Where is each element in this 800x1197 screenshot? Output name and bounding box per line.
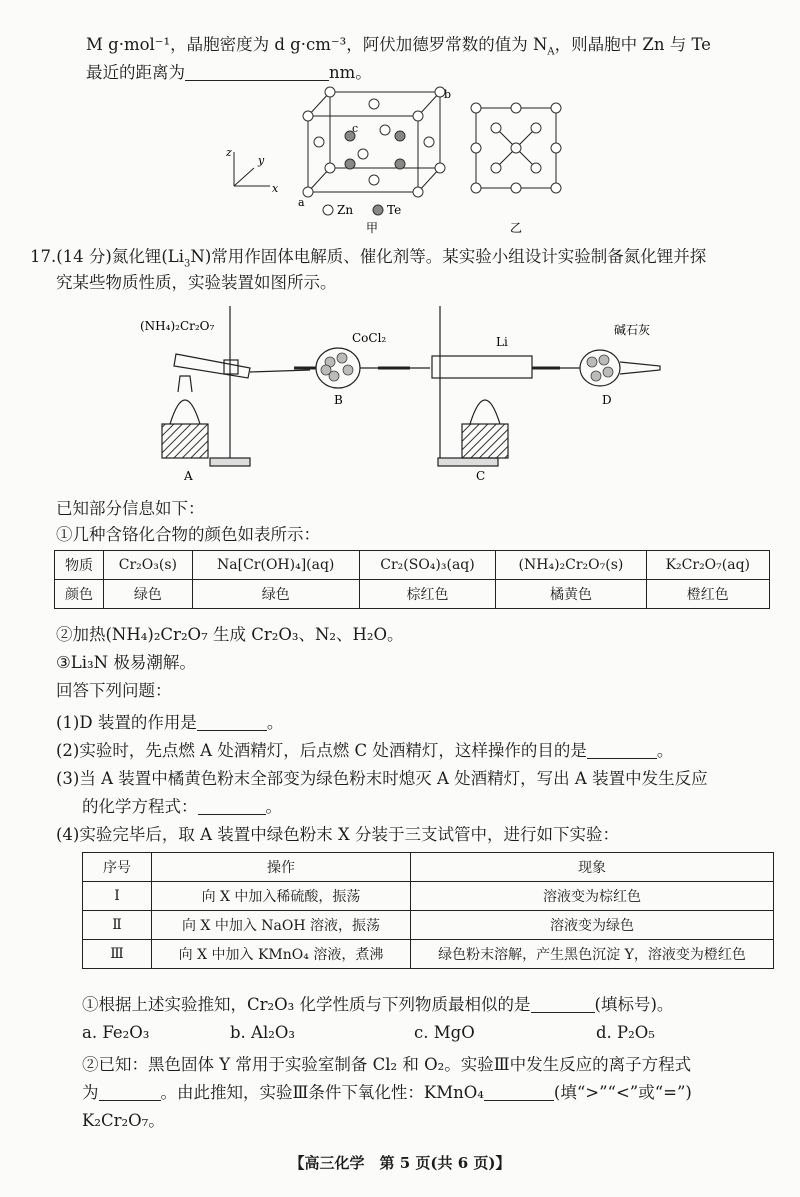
table-row <box>83 853 774 882</box>
atoms-jia <box>303 87 445 197</box>
table-row <box>55 580 770 609</box>
option-b[interactable]: b. Al₂O₃ <box>230 1023 296 1042</box>
intro-line-2: 最近的距离为 nm。 <box>86 63 372 82</box>
point-a-label: a <box>298 196 305 209</box>
page-footer: 【高三化学 第 5 页(共 6 页)】 <box>289 1154 511 1172</box>
point-b-label: b <box>444 88 452 101</box>
sub-question-2-line-2: 为 。由此推知，实验Ⅲ条件下氧化性：KMnO₄ (填“>”“<”或“=”) <box>82 1083 692 1102</box>
reagent-b-label: CoCl₂ <box>352 331 387 345</box>
table-cell: 棕红色 <box>359 580 496 609</box>
answer-blank-distance[interactable] <box>185 64 329 81</box>
table-cell: K₂Cr₂O₇(aq) <box>646 551 769 580</box>
point-c-label: c <box>352 122 359 135</box>
table-cell: 向 X 中加入稀硫酸，振荡 <box>152 882 411 911</box>
table-row <box>83 940 774 969</box>
soda-lime-beads <box>587 355 613 381</box>
answer-blank-q2[interactable] <box>587 742 657 759</box>
table-cell: Cr₂O₃(s) <box>104 551 193 580</box>
table-cell: 橘黄色 <box>496 580 646 609</box>
table-cell: 向 X 中加入 KMnO₄ 溶液，煮沸 <box>152 940 411 969</box>
table-row <box>55 551 770 580</box>
apparatus-diagram <box>140 296 670 486</box>
reagent-a-label: (NH₄)₂Cr₂O₇ <box>140 319 215 333</box>
table-cell: (NH₄)₂Cr₂O₇(s) <box>496 551 646 580</box>
table-cell: Cr₂(SO₄)₃(aq) <box>359 551 496 580</box>
answer-blank-q1[interactable] <box>197 714 267 731</box>
axis-icon <box>234 152 270 186</box>
table-cell: 溶液变为棕红色 <box>411 882 774 911</box>
info-item-2: ②加热(NH₄)₂Cr₂O₇ 生成 Cr₂O₃、N₂、H₂O。 <box>56 625 404 644</box>
question-1: (1)D 装置的作用是 。 <box>56 713 284 732</box>
row-head: 颜色 <box>55 580 104 609</box>
row-head: 物质 <box>55 551 104 580</box>
table-cell: Ⅲ <box>83 940 152 969</box>
axis-x-label: x <box>272 182 279 195</box>
question-number: 17. <box>30 247 57 266</box>
table-header: 操作 <box>152 853 411 882</box>
question-4: (4)实验完毕后，取 A 装置中绿色粉末 X 分装于三支试管中，进行如下实验： <box>56 825 620 844</box>
cocl2-beads <box>321 353 353 381</box>
axis-y-label: y <box>258 154 265 167</box>
question-score: (14 分) <box>56 247 112 266</box>
info-item-3: ③Li₃N 极易潮解。 <box>56 653 196 672</box>
table-cell: 溶液变为绿色 <box>411 911 774 940</box>
table-cell: Na[Cr(OH)₄](aq) <box>192 551 359 580</box>
question-3-line-2: 的化学方程式： 。 <box>82 797 282 816</box>
crystal-cell-figure <box>220 84 580 234</box>
sub-question-2-line-3: K₂Cr₂O₇。 <box>82 1111 165 1130</box>
reagent-d-label: 碱石灰 <box>614 323 651 337</box>
question-2: (2)实验时，先点燃 A 处酒精灯，后点燃 C 处酒精灯，这样操作的目的是 。 <box>56 741 674 760</box>
q17-title-line-2: 究某些物质性质，实验装置如图所示。 <box>56 273 337 292</box>
table-cell: Ⅱ <box>83 911 152 940</box>
answer-blank-sub-1[interactable] <box>531 996 595 1013</box>
apparatus-b-label: B <box>334 393 343 407</box>
experiment-table <box>82 852 774 969</box>
legend-zn: Zn <box>337 203 354 217</box>
table-cell: 绿色 <box>192 580 359 609</box>
axis-z-label: z <box>226 146 232 159</box>
question-3-line-1: (3)当 A 装置中橘黄色粉末全部变为绿色粉末时熄灭 A 处酒精灯，写出 A 装置中发生反应 <box>56 769 708 788</box>
atoms-yi <box>471 103 561 193</box>
color-table <box>54 550 770 609</box>
intro-line-1: M g·mol⁻¹，晶胞密度为 d g·cm⁻³，阿伏加德罗常数的值为 $N_A$，则晶胞中 Zn 与 Te <box>86 35 711 58</box>
table-cell: 绿色粉末溶解，产生黑色沉淀 Y，溶液变为橙红色 <box>411 940 774 969</box>
zn-legend-icon <box>323 205 333 215</box>
q17-title-line-1: 17.(14 分)氮化锂$(Li_3N)$常用作固体电解质、催化剂等。某实验小组设计实验制备氮化锂并探 <box>30 247 707 270</box>
figure-jia-label: 甲 <box>366 221 379 234</box>
info-item-1: ①几种含铬化合物的颜色如表所示： <box>56 525 320 544</box>
apparatus-c-label: C <box>476 469 486 483</box>
table-header: 现象 <box>411 853 774 882</box>
table-cell: 向 X 中加入 NaOH 溶液，振荡 <box>152 911 411 940</box>
info-heading: 已知部分信息如下： <box>56 499 205 518</box>
table-row <box>83 882 774 911</box>
table-cell: 绿色 <box>104 580 193 609</box>
questions-heading: 回答下列问题： <box>56 681 172 700</box>
table-cell: Ⅰ <box>83 882 152 911</box>
answer-blank-q3[interactable] <box>198 798 266 815</box>
answer-blank-sub-2a[interactable] <box>99 1084 161 1101</box>
table-header: 序号 <box>83 853 152 882</box>
apparatus-a-label: A <box>184 469 193 483</box>
te-legend-icon <box>373 205 383 215</box>
table-row <box>83 911 774 940</box>
answer-blank-sub-2b[interactable] <box>484 1084 554 1101</box>
legend-te: Te <box>387 203 402 217</box>
table-cell: 橙红色 <box>646 580 769 609</box>
apparatus-d-label: D <box>602 393 612 407</box>
sub-question-1: ①根据上述实验推知，Cr₂O₃ 化学性质与下列物质最相似的是 (填标号)。 <box>82 995 674 1014</box>
option-a[interactable]: a. Fe₂O₃ <box>82 1023 150 1042</box>
figure-yi-label: 乙 <box>510 221 523 234</box>
option-d[interactable]: d. P₂O₅ <box>596 1023 655 1042</box>
option-c[interactable]: c. MgO <box>414 1023 475 1042</box>
reagent-c-label: Li <box>496 335 508 349</box>
sub-question-2-line-1: ②已知：黑色固体 Y 常用于实验室制备 Cl₂ 和 O₂。实验Ⅲ中发生反应的离子方程式 <box>82 1055 692 1074</box>
